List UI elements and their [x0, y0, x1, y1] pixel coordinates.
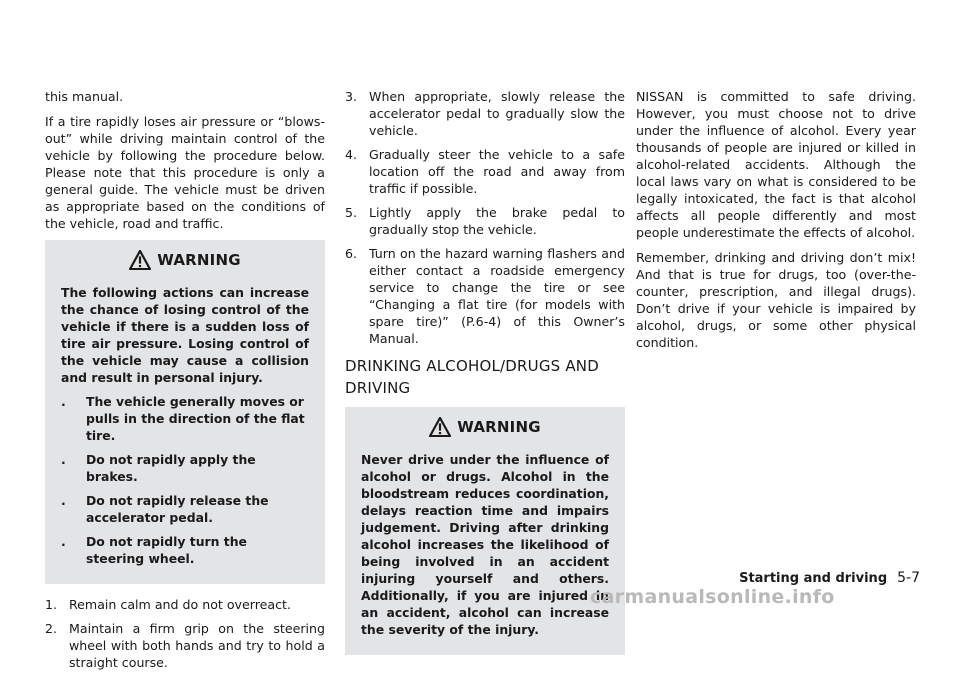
list-item: . Do not rapidly release the accelerator pedal.: [61, 493, 269, 525]
list-item: 2. Maintain a firm grip on the steering wheel with both hands and try to hold a straight course.: [45, 621, 325, 670]
footer-section-title: Starting and driving: [739, 571, 888, 586]
list-item: . The vehicle generally moves or pulls in the direction of the flat tire.: [61, 394, 305, 443]
paragraph-intro-2: If a tire rapidly loses air pressure or “blows-out” while driving maintain control of the vehicle by following the procedure below. Please note that this procedure is only a general guide. The vehicle must be driven as appropriate based on the conditions of the vehicle, road and traffic.: [45, 114, 325, 231]
warning-body: The following actions can increase the chance of losing control of the vehicle if there is a sudden loss of tire air pressure. Losing control of the vehicle may cause a collision and result in personal injury.: [61, 285, 309, 385]
list-item: 3. When appropriate, slowly release the accelerator pedal to gradually slow the vehicle.: [345, 89, 625, 138]
warning-header: [361, 417, 609, 437]
warning-triangle-icon: [129, 250, 151, 270]
list-item: 5. Lightly apply the brake pedal to gradually stop the vehicle.: [345, 205, 625, 237]
list-item: 6. Turn on the hazard warning flashers and either contact a roadside emergency service to change the tire or see “Changing a flat tire (for models with spare tire)” (P.6-4) of this Owner’s Manual.: [345, 246, 625, 346]
warning-title: WARNING: [157, 250, 241, 269]
paragraph-intro-1: this manual.: [45, 89, 124, 104]
paragraph-nissan-commitment: NISSAN is committed to safe driving. However, you must choose not to drive under the influence of alcohol. Every year thousands of people are injured or killed in alcohol-related accidents. Although the local laws vary on what is considered to be legally intoxicated, the fact is that alcohol affects all people differently and most people underestimate the effects of alcohol.: [636, 89, 916, 240]
warning-title: WARNING: [457, 417, 541, 436]
warning-box-tire: [45, 240, 325, 584]
column-2: [345, 88, 625, 667]
list-item: 1. Remain calm and do not overreact.: [45, 597, 291, 612]
list-item: 4. Gradually steer the vehicle to a safe location off the road and away from traffic if possible.: [345, 147, 625, 196]
page-number: 5-7: [897, 570, 920, 586]
warning-body: Never drive under the influence of alcohol or drugs. Alcohol in the bloodstream reduces coordination, delays reaction time and impairs judgement. Driving after drinking alcohol increases the likelihood of being involved in an accident injuring yourself and others. Additionally, if you are injured in an accident, alcohol can increase the severity of the injury.: [361, 452, 609, 637]
steps-list-2: [345, 88, 625, 347]
list-item: . Do not rapidly turn the steering wheel.: [61, 534, 247, 566]
paragraph-drinking-driving: Remember, drinking and driving don’t mix! And that is true for drugs, too (over-the-counter, prescription, and illegal drugs). Don’t drive if your vehicle is impaired by alcohol, drugs, or some other physical condition.: [636, 250, 916, 350]
column-3: [636, 88, 916, 359]
column-1: [45, 88, 325, 678]
warning-bullet-list: [61, 393, 309, 567]
warning-box-alcohol: [345, 407, 625, 655]
warning-header: [61, 250, 309, 270]
steps-list-1: [45, 596, 325, 671]
watermark: carmanualsonline.info: [590, 586, 835, 608]
list-item: . Do not rapidly apply the brakes.: [61, 452, 256, 484]
warning-triangle-icon: [429, 417, 451, 437]
page-footer: [739, 570, 920, 586]
section-heading-drinking: DRINKING ALCOHOL/DRUGS AND DRIVING: [345, 357, 599, 397]
